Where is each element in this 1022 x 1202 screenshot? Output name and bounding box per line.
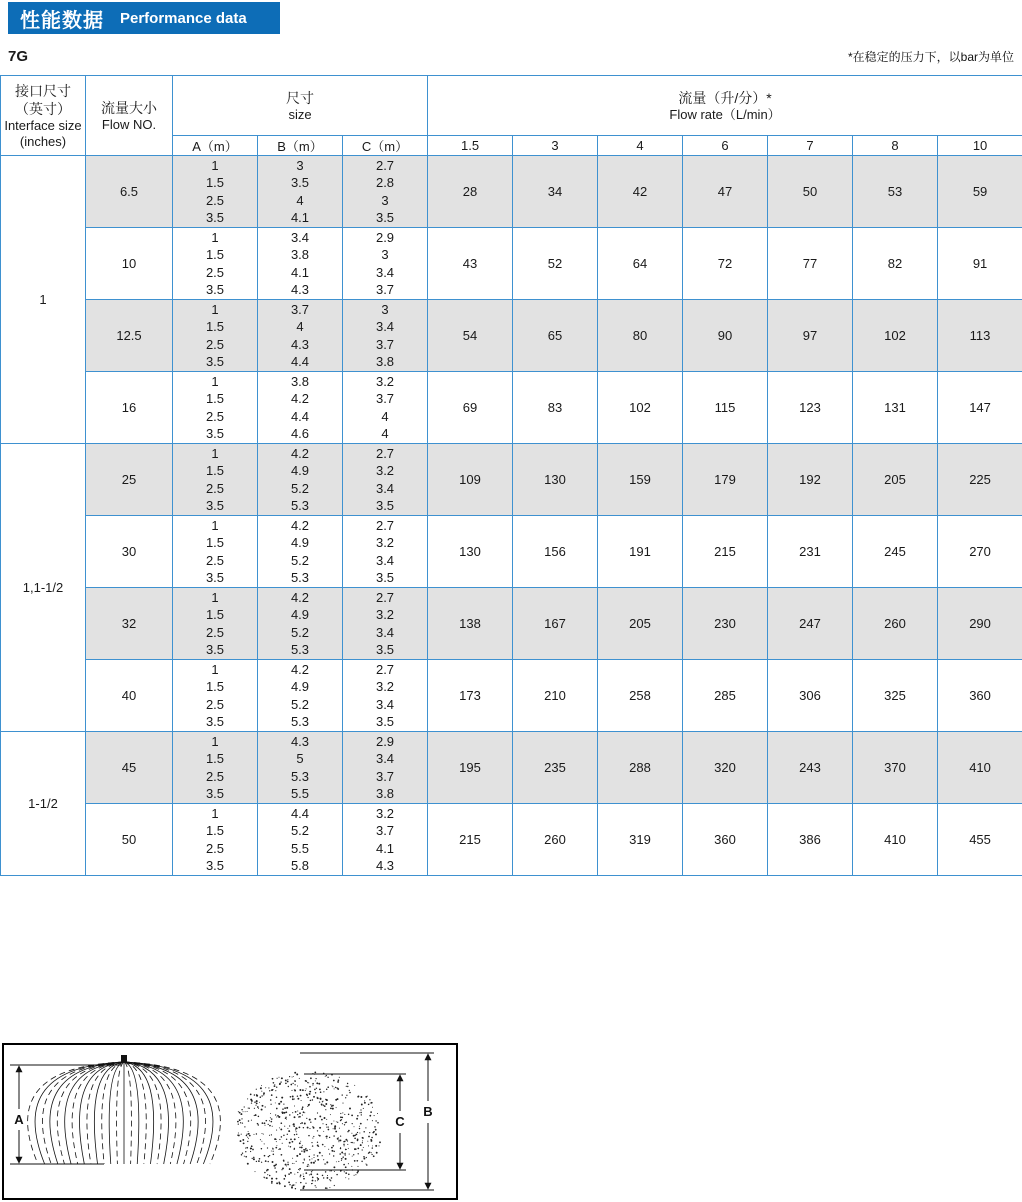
flow-rate-cell: 43 [428, 228, 513, 300]
size-c-value: 3.5 [375, 570, 395, 585]
size-a-value: 2.5 [205, 336, 225, 352]
size-b-value: 3.5 [290, 175, 310, 190]
size-c-value: 3.4 [375, 696, 395, 712]
table-header-row-1 [1, 76, 1022, 136]
flow-rate-cell: 131 [853, 372, 938, 444]
size-a-value: 3.5 [205, 426, 225, 441]
size-b-value: 4.1 [290, 264, 310, 280]
flow-rate-cell: 113 [938, 300, 1022, 372]
table-row [1, 228, 1022, 300]
interface-size-header-en1: Interface size [4, 117, 82, 133]
size-b-cell [258, 300, 343, 372]
size-group-header [173, 76, 428, 136]
size-b-value: 5.5 [290, 786, 310, 801]
flow-rate-cell: 410 [853, 804, 938, 876]
size-a-cell [173, 516, 258, 588]
size-b-cell [258, 804, 343, 876]
table-row [1, 660, 1022, 732]
title-banner [8, 2, 280, 34]
size-a-value: 1.5 [205, 175, 225, 190]
nozzle-icon [121, 1055, 127, 1062]
flow-rate-cell: 52 [513, 228, 598, 300]
flow-rate-cell: 130 [513, 444, 598, 516]
flow-no-cell: 45 [86, 732, 173, 804]
flow-rate-cell: 258 [598, 660, 683, 732]
flow-rate-cell: 42 [598, 156, 683, 228]
size-a-value: 3.5 [205, 786, 225, 801]
flow-rate-cell: 386 [768, 804, 853, 876]
size-b-value: 5.3 [290, 498, 310, 513]
size-b-value: 5.5 [290, 840, 310, 856]
size-c-value: 2.9 [375, 733, 395, 749]
flow-rate-cell: 28 [428, 156, 513, 228]
size-b-value: 5.8 [290, 858, 310, 873]
size-c-value: 3.2 [375, 607, 395, 622]
pressure-col-header: 4 [598, 136, 683, 156]
size-b-value: 5.3 [290, 768, 310, 784]
flow-rate-cell: 156 [513, 516, 598, 588]
size-b-cell [258, 660, 343, 732]
size-b-cell [258, 444, 343, 516]
size-b-value: 5.2 [290, 552, 310, 568]
flow-rate-cell: 173 [428, 660, 513, 732]
size-a-value: 2.5 [205, 768, 225, 784]
size-a-value: 2.5 [205, 408, 225, 424]
size-b-cell [258, 372, 343, 444]
spray-dome [28, 1062, 221, 1164]
table-row [1, 372, 1022, 444]
size-c-value: 3.7 [375, 336, 395, 352]
size-c-value: 3 [381, 192, 389, 208]
pressure-col-header: 7 [768, 136, 853, 156]
pressure-col-header: 10 [938, 136, 1022, 156]
flow-rate-cell: 115 [683, 372, 768, 444]
size-a-value: 2.5 [205, 552, 225, 568]
dimension-c-label: C [395, 1114, 405, 1129]
performance-table-body [1, 156, 1022, 876]
size-b-value: 4.2 [290, 445, 310, 461]
size-c-value: 3.4 [375, 319, 395, 334]
flow-rate-cell: 159 [598, 444, 683, 516]
dimension-b-label: B [423, 1104, 433, 1119]
size-b-value: 4.9 [290, 463, 310, 478]
size-c-value: 4 [381, 408, 389, 424]
size-b-value: 3.4 [290, 229, 310, 245]
size-a-value: 1.5 [205, 535, 225, 550]
size-a-cell [173, 732, 258, 804]
flow-rate-cell: 109 [428, 444, 513, 516]
spray-pattern-diagram [2, 1043, 458, 1200]
size-b-value: 4.3 [290, 733, 310, 749]
size-b-value: 4 [296, 319, 304, 334]
flow-rate-group-header [428, 76, 1022, 136]
size-a-value: 3.5 [205, 642, 225, 657]
size-a-value: 2.5 [205, 696, 225, 712]
pressure-col-header: 8 [853, 136, 938, 156]
size-b-value: 5.3 [290, 642, 310, 657]
size-c-cell [343, 588, 428, 660]
size-a-value: 2.5 [205, 840, 225, 856]
size-a-value: 1 [211, 589, 219, 605]
flow-rate-cell: 290 [938, 588, 1022, 660]
size-a-value: 1 [211, 301, 219, 317]
size-a-value: 1.5 [205, 463, 225, 478]
size-c-cell [343, 228, 428, 300]
size-a-value: 1 [211, 229, 219, 245]
size-a-cell [173, 156, 258, 228]
interface-size-header [1, 76, 86, 156]
size-c-value: 3.7 [375, 282, 395, 297]
size-a-cell [173, 300, 258, 372]
size-c-value: 4 [381, 426, 389, 441]
interface-size-header-zh2: （英寸） [15, 100, 71, 117]
flow-rate-cell: 64 [598, 228, 683, 300]
size-c-value: 3.2 [375, 805, 395, 821]
size-b-value: 4.9 [290, 679, 310, 694]
dimension-a [10, 1065, 122, 1164]
size-c-value: 2.7 [375, 589, 395, 605]
flow-rate-cell: 260 [853, 588, 938, 660]
size-b-value: 4.6 [290, 426, 310, 441]
flow-rate-cell: 192 [768, 444, 853, 516]
size-a-value: 1.5 [205, 607, 225, 622]
size-a-value: 2.5 [205, 480, 225, 496]
size-c-value: 3.4 [375, 264, 395, 280]
flow-rate-cell: 360 [938, 660, 1022, 732]
size-c-value: 2.7 [375, 517, 395, 533]
size-a-cell [173, 804, 258, 876]
flow-rate-cell: 147 [938, 372, 1022, 444]
size-a-value: 1.5 [205, 247, 225, 262]
flow-rate-cell: 82 [853, 228, 938, 300]
size-b-value: 4.4 [290, 354, 310, 369]
flow-rate-cell: 243 [768, 732, 853, 804]
spray-pattern-svg [4, 1045, 456, 1198]
flow-rate-cell: 319 [598, 804, 683, 876]
flow-rate-cell: 53 [853, 156, 938, 228]
flow-rate-cell: 231 [768, 516, 853, 588]
size-c-value: 2.8 [375, 175, 395, 190]
flow-rate-cell: 247 [768, 588, 853, 660]
size-a-value: 3.5 [205, 858, 225, 873]
flow-no-cell: 40 [86, 660, 173, 732]
flow-rate-cell: 230 [683, 588, 768, 660]
flow-no-cell: 25 [86, 444, 173, 516]
pressure-col-header: 1.5 [428, 136, 513, 156]
table-row [1, 588, 1022, 660]
size-group-header-en: size [288, 106, 312, 122]
flow-rate-cell: 225 [938, 444, 1022, 516]
flow-rate-cell: 138 [428, 588, 513, 660]
table-row [1, 516, 1022, 588]
size-c-value: 3.7 [375, 391, 395, 406]
flow-rate-cell: 288 [598, 732, 683, 804]
flow-no-header [86, 76, 173, 156]
flow-no-cell: 16 [86, 372, 173, 444]
size-a-value: 3.5 [205, 354, 225, 369]
flow-rate-cell: 123 [768, 372, 853, 444]
size-c-cell [343, 444, 428, 516]
size-c-value: 3.7 [375, 823, 395, 838]
size-b-cell [258, 228, 343, 300]
dimension-c [304, 1074, 406, 1170]
size-b-value: 4.3 [290, 282, 310, 297]
size-a-cell [173, 444, 258, 516]
size-c-cell [343, 300, 428, 372]
size-c-value: 3.5 [375, 498, 395, 513]
flow-rate-cell: 69 [428, 372, 513, 444]
interface-size-cell: 1 [1, 156, 86, 444]
size-a-value: 1 [211, 373, 219, 389]
flow-rate-cell: 65 [513, 300, 598, 372]
size-c-value: 4.3 [375, 858, 395, 873]
interface-size-header-zh1: 接口尺寸 [15, 82, 71, 99]
pressure-col-header: 6 [683, 136, 768, 156]
flow-rate-cell: 50 [768, 156, 853, 228]
flow-no-header-zh: 流量大小 [101, 99, 157, 116]
size-b-value: 5.2 [290, 480, 310, 496]
flow-rate-cell: 410 [938, 732, 1022, 804]
size-c-value: 3.2 [375, 373, 395, 389]
flow-rate-cell: 59 [938, 156, 1022, 228]
size-b-value: 4.3 [290, 336, 310, 352]
table-row [1, 156, 1022, 228]
flow-rate-cell: 179 [683, 444, 768, 516]
flow-rate-cell: 102 [853, 300, 938, 372]
size-c-value: 4.1 [375, 840, 395, 856]
flow-rate-cell: 215 [683, 516, 768, 588]
size-b-value: 3.7 [290, 301, 310, 317]
size-b-value: 5.3 [290, 714, 310, 729]
size-b-value: 4 [296, 192, 304, 208]
size-a-cell [173, 372, 258, 444]
size-b-value: 5.2 [290, 696, 310, 712]
flow-rate-cell: 245 [853, 516, 938, 588]
flow-rate-cell: 195 [428, 732, 513, 804]
size-c-value: 3.2 [375, 535, 395, 550]
size-c-value: 2.9 [375, 229, 395, 245]
size-a-value: 1 [211, 733, 219, 749]
size-c-value: 3.2 [375, 679, 395, 694]
size-a-value: 3.5 [205, 210, 225, 225]
size-b-value: 4.2 [290, 517, 310, 533]
interface-size-header-en2: (inches) [19, 133, 67, 149]
spray-dots [237, 1072, 381, 1190]
size-a-value: 1 [211, 805, 219, 821]
page-title-en: Performance data [120, 9, 247, 27]
size-c-value: 2.7 [375, 157, 395, 173]
size-b-value: 3 [296, 157, 304, 173]
page-title-zh: 性能数据 [20, 9, 104, 32]
size-b-value: 4.2 [290, 661, 310, 677]
size-a-value: 1 [211, 445, 219, 461]
size-b-value: 5 [296, 751, 304, 766]
flow-rate-cell: 205 [598, 588, 683, 660]
size-b-value: 3.8 [290, 247, 310, 262]
size-c-value: 3 [381, 247, 389, 262]
size-a-value: 1.5 [205, 751, 225, 766]
flow-no-header-en: Flow NO. [101, 116, 157, 132]
size-c-value: 3.4 [375, 480, 395, 496]
size-group-header-zh: 尺寸 [286, 89, 315, 106]
flow-rate-cell: 455 [938, 804, 1022, 876]
flow-rate-cell: 370 [853, 732, 938, 804]
size-a-value: 2.5 [205, 624, 225, 640]
size-c-cell [343, 372, 428, 444]
flow-rate-cell: 167 [513, 588, 598, 660]
size-a-value: 1.5 [205, 679, 225, 694]
flow-rate-group-header-en: Flow rate（L/min） [669, 106, 781, 122]
size-a-value: 2.5 [205, 192, 225, 208]
flow-rate-cell: 306 [768, 660, 853, 732]
size-b-value: 5.2 [290, 624, 310, 640]
size-b-value: 4.2 [290, 589, 310, 605]
size-a-value: 1 [211, 517, 219, 533]
size-col-b-header: B（m） [258, 136, 343, 156]
flow-rate-cell: 325 [853, 660, 938, 732]
flow-rate-cell: 97 [768, 300, 853, 372]
size-b-cell [258, 156, 343, 228]
flow-rate-cell: 320 [683, 732, 768, 804]
flow-rate-cell: 360 [683, 804, 768, 876]
size-col-a-header: A（m） [173, 136, 258, 156]
flow-rate-cell: 260 [513, 804, 598, 876]
flow-rate-cell: 54 [428, 300, 513, 372]
size-b-value: 4.9 [290, 535, 310, 550]
flow-rate-cell: 34 [513, 156, 598, 228]
flow-rate-cell: 83 [513, 372, 598, 444]
interface-size-cell: 1,1-1/2 [1, 444, 86, 732]
size-c-cell [343, 732, 428, 804]
flow-no-cell: 32 [86, 588, 173, 660]
flow-rate-cell: 191 [598, 516, 683, 588]
size-b-value: 3.8 [290, 373, 310, 389]
size-a-cell [173, 228, 258, 300]
size-a-cell [173, 660, 258, 732]
size-c-value: 3.8 [375, 786, 395, 801]
flow-rate-cell: 270 [938, 516, 1022, 588]
size-c-value: 3.2 [375, 463, 395, 478]
interface-size-cell: 1-1/2 [1, 732, 86, 876]
flow-rate-cell: 47 [683, 156, 768, 228]
flow-no-cell: 30 [86, 516, 173, 588]
size-a-value: 3.5 [205, 570, 225, 585]
flow-rate-cell: 90 [683, 300, 768, 372]
size-a-value: 2.5 [205, 264, 225, 280]
size-c-value: 3.5 [375, 210, 395, 225]
size-a-value: 1.5 [205, 391, 225, 406]
size-b-value: 4.9 [290, 607, 310, 622]
size-c-value: 3 [381, 301, 389, 317]
size-b-cell [258, 516, 343, 588]
flow-no-cell: 6.5 [86, 156, 173, 228]
size-b-value: 4.1 [290, 210, 310, 225]
size-b-value: 5.2 [290, 823, 310, 838]
size-c-value: 3.5 [375, 714, 395, 729]
size-a-value: 3.5 [205, 282, 225, 297]
flow-rate-cell: 80 [598, 300, 683, 372]
size-b-cell [258, 588, 343, 660]
model-label: 7G [8, 48, 29, 65]
size-b-value: 4.4 [290, 805, 310, 821]
size-a-value: 3.5 [205, 714, 225, 729]
size-a-cell [173, 588, 258, 660]
table-row [1, 300, 1022, 372]
flow-no-cell: 12.5 [86, 300, 173, 372]
flow-rate-cell: 285 [683, 660, 768, 732]
size-b-cell [258, 732, 343, 804]
size-c-value: 3.4 [375, 624, 395, 640]
table-row [1, 804, 1022, 876]
size-c-value: 3.8 [375, 354, 395, 369]
size-c-cell [343, 804, 428, 876]
meta-row [8, 48, 1014, 65]
flow-rate-group-header-zh: 流量（升/分）* [678, 89, 772, 106]
size-c-value: 3.4 [375, 751, 395, 766]
size-c-cell [343, 156, 428, 228]
flow-rate-cell: 235 [513, 732, 598, 804]
flow-no-cell: 50 [86, 804, 173, 876]
size-col-c-header: C（m） [343, 136, 428, 156]
size-b-value: 5.3 [290, 570, 310, 585]
size-a-value: 3.5 [205, 498, 225, 513]
size-a-value: 1.5 [205, 823, 225, 838]
table-row [1, 444, 1022, 516]
size-c-value: 3.7 [375, 768, 395, 784]
flow-rate-cell: 72 [683, 228, 768, 300]
size-a-value: 1.5 [205, 319, 225, 334]
size-c-value: 2.7 [375, 661, 395, 677]
flow-rate-cell: 205 [853, 444, 938, 516]
flow-rate-cell: 91 [938, 228, 1022, 300]
size-b-value: 4.2 [290, 391, 310, 406]
flow-rate-cell: 210 [513, 660, 598, 732]
flow-no-cell: 10 [86, 228, 173, 300]
size-c-value: 3.4 [375, 552, 395, 568]
size-a-value: 1 [211, 157, 219, 173]
flow-rate-cell: 215 [428, 804, 513, 876]
pressure-col-header: 3 [513, 136, 598, 156]
table-row [1, 732, 1022, 804]
size-c-cell [343, 660, 428, 732]
flow-rate-cell: 77 [768, 228, 853, 300]
performance-table [0, 75, 1022, 876]
size-c-cell [343, 516, 428, 588]
pressure-unit-note: *在稳定的压力下，以bar为单位 [847, 50, 1014, 64]
size-b-value: 4.4 [290, 408, 310, 424]
size-c-value: 2.7 [375, 445, 395, 461]
size-c-value: 3.5 [375, 642, 395, 657]
flow-rate-cell: 102 [598, 372, 683, 444]
dimension-a-label: A [14, 1112, 24, 1127]
size-a-value: 1 [211, 661, 219, 677]
flow-rate-cell: 130 [428, 516, 513, 588]
